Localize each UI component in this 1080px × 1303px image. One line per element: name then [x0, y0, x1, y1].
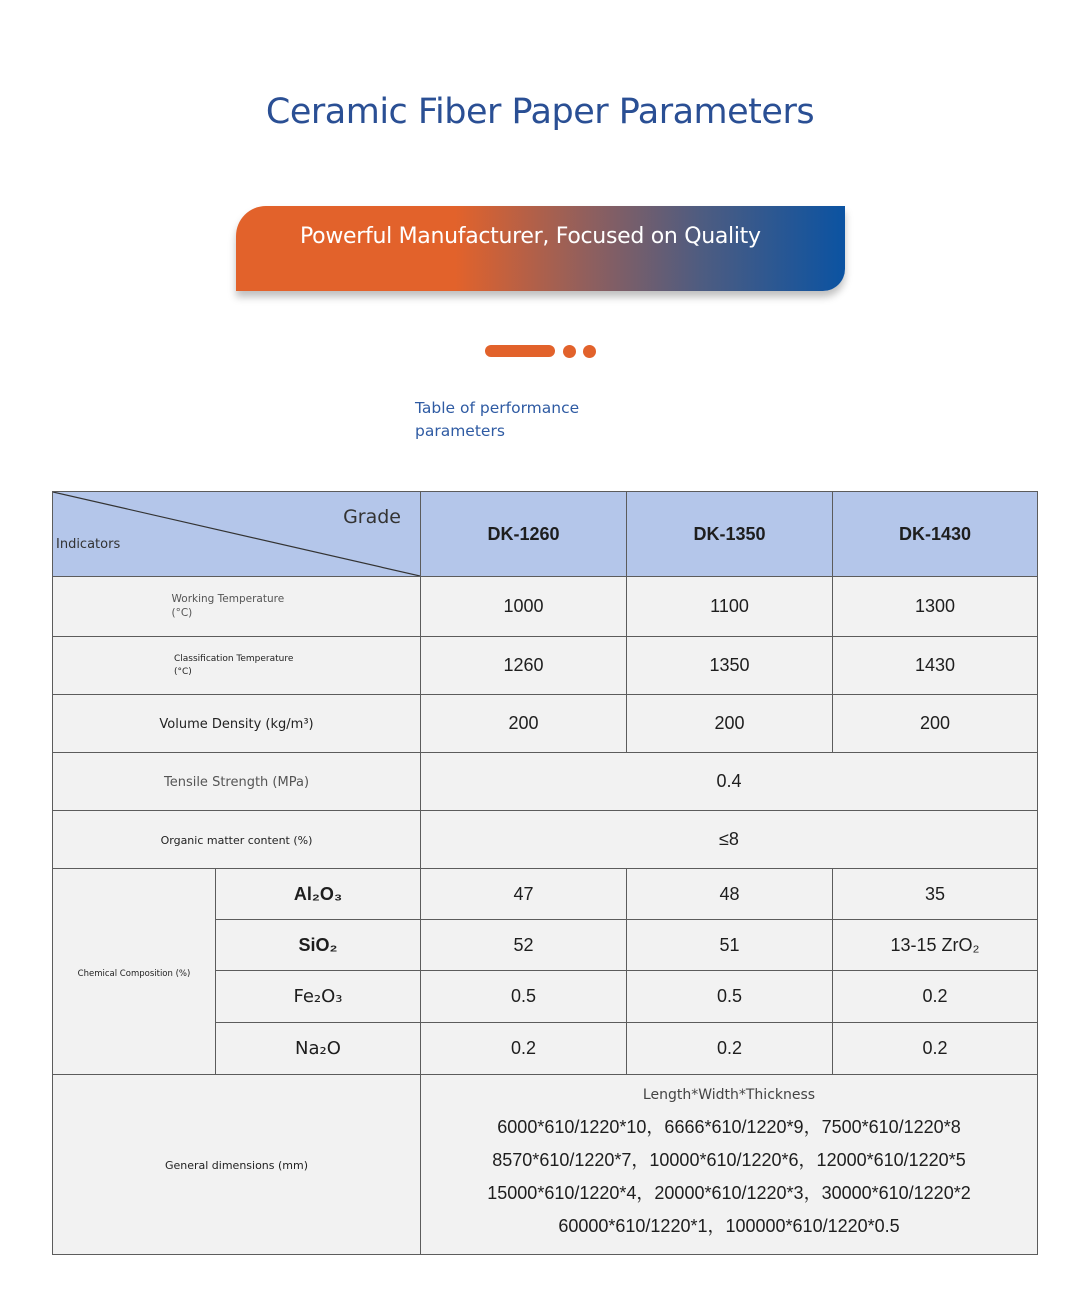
value-cell: 200	[833, 695, 1038, 753]
table-row	[53, 577, 1038, 637]
row-label-cell	[53, 577, 421, 637]
dot-decoration	[583, 345, 596, 358]
dot-decoration	[563, 345, 576, 358]
chemical-composition-cell	[53, 869, 216, 1075]
value-cell: 48	[627, 869, 833, 920]
grade-label: Grade	[343, 506, 401, 528]
tensile-strength-label: Tensile Strength (MPa)	[163, 774, 310, 790]
value-cell: 1350	[627, 637, 833, 695]
dimension-line: 8570*610/1220*7，10000*610/1220*6，12000*610/1220*5	[492, 1149, 966, 1170]
value-cell: 0.5	[627, 971, 833, 1023]
volume-density-label: Volume Density (kg/m³)	[159, 716, 314, 732]
row-label-cell	[53, 753, 421, 811]
row-label-cell	[53, 811, 421, 869]
formula-cell: Na₂O	[216, 1023, 421, 1075]
table-row	[53, 811, 1038, 869]
row-label-cell	[53, 637, 421, 695]
row-label-cell	[53, 695, 421, 753]
formula-cell: SiO₂	[216, 920, 421, 971]
value-cell: 1430	[833, 637, 1038, 695]
value-cell: 1000	[421, 577, 627, 637]
formula-cell: Fe₂O₃	[216, 971, 421, 1023]
value-cell: 200	[627, 695, 833, 753]
value-cell: 52	[421, 920, 627, 971]
value-cell: 1260	[421, 637, 627, 695]
row-label-cell	[53, 1075, 421, 1255]
classification-temperature-label: Classification Temperature (°C)	[174, 653, 294, 677]
value-cell: 0.2	[627, 1023, 833, 1075]
value-cell: 47	[421, 869, 627, 920]
value-cell: 1300	[833, 577, 1038, 637]
general-dimensions-label: General dimensions (mm)	[164, 1158, 309, 1172]
table-row	[53, 869, 1038, 920]
organic-matter-label: Organic matter content (%)	[160, 833, 313, 847]
grade-header-dk1430: DK-1430	[833, 492, 1038, 577]
value-cell: 0.2	[833, 971, 1038, 1023]
value-cell: 51	[627, 920, 833, 971]
dimension-line: 6000*610/1220*10，6666*610/1220*9，7500*610/1220*8	[497, 1116, 961, 1137]
value-cell: 0.2	[833, 1023, 1038, 1075]
value-cell: 0.5	[421, 971, 627, 1023]
value-cell: 0.2	[421, 1023, 627, 1075]
dimension-line: 60000*610/1220*1，100000*610/1220*0.5	[558, 1215, 900, 1236]
page-title: Ceramic Fiber Paper Parameters	[265, 92, 815, 132]
formula-cell: Al₂O₃	[216, 869, 421, 920]
value-cell: 35	[833, 869, 1038, 920]
indicators-label: Indicators	[56, 537, 121, 552]
parameters-table	[52, 491, 1038, 1255]
value-cell: ≤8	[421, 811, 1038, 869]
slogan-banner	[236, 206, 845, 291]
table-row	[53, 753, 1038, 811]
grade-header-dk1350: DK-1350	[627, 492, 833, 577]
working-temperature-label: Working Temperature (°C)	[171, 593, 285, 619]
value-cell: 13-15 ZrO₂	[833, 920, 1038, 971]
table-row	[53, 1075, 1038, 1255]
dash-decoration	[485, 345, 555, 357]
diagonal-divider	[53, 492, 420, 576]
dimensions-cell	[421, 1075, 1038, 1255]
value-cell: 1100	[627, 577, 833, 637]
banner-text: Powerful Manufacturer, Focused on Quality	[300, 224, 761, 249]
dimensions-header: Length*Width*Thickness	[642, 1086, 816, 1103]
table-subtitle: Table of performance parameters	[415, 399, 580, 440]
dimension-line: 15000*610/1220*4，20000*610/1220*3，30000*610/1220*2	[487, 1182, 971, 1203]
table-row	[53, 637, 1038, 695]
table-header-row	[53, 492, 1038, 577]
table-row	[53, 695, 1038, 753]
grade-header-dk1260: DK-1260	[421, 492, 627, 577]
value-cell: 0.4	[421, 753, 1038, 811]
chemical-composition-label: Chemical Composition (%)	[77, 968, 191, 979]
value-cell: 200	[421, 695, 627, 753]
corner-header-cell	[53, 492, 421, 577]
